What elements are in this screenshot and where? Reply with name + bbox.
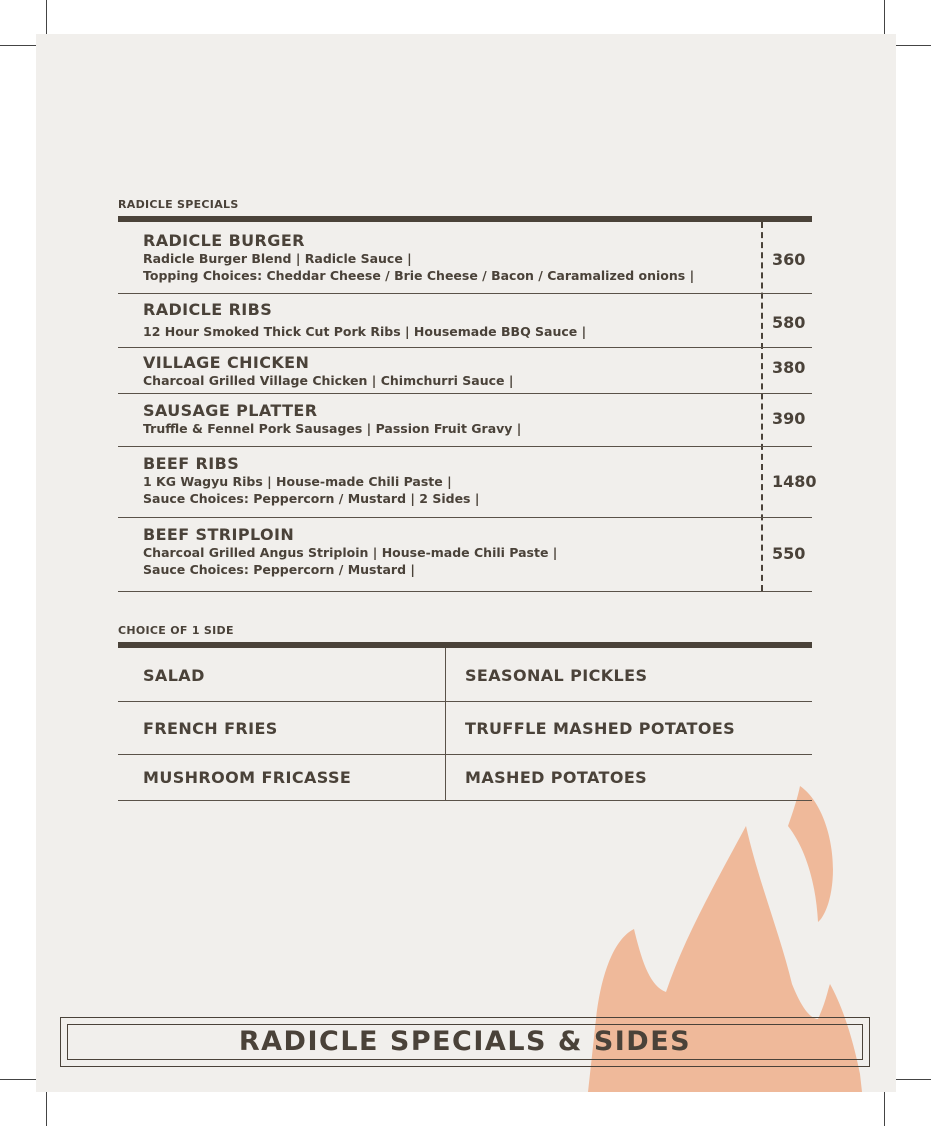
item-name: SAUSAGE PLATTER	[143, 401, 318, 420]
item-description: Truffle & Fennel Pork Sausages | Passion Fruit Gravy |	[143, 421, 522, 436]
item-name: RADICLE BURGER	[143, 231, 305, 250]
row-divider	[118, 591, 812, 592]
item-name: RADICLE RIBS	[143, 300, 273, 319]
specials-heading: RADICLE SPECIALS	[118, 198, 239, 211]
item-price: 360	[772, 250, 806, 269]
item-price: 1480	[772, 472, 817, 491]
side-option: MASHED POTATOES	[465, 768, 648, 787]
item-description: Sauce Choices: Peppercorn / Mustard | 2 Sides |	[143, 491, 480, 506]
item-description: Topping Choices: Cheddar Cheese / Brie Cheese / Bacon / Caramalized onions |	[143, 268, 695, 283]
crop-mark	[0, 1079, 36, 1080]
price-divider	[761, 222, 763, 591]
item-description: Charcoal Grilled Village Chicken | Chimchurri Sauce |	[143, 373, 514, 388]
row-divider	[118, 347, 812, 348]
item-name: BEEF STRIPLOIN	[143, 525, 295, 544]
crop-mark	[884, 1092, 885, 1126]
crop-mark	[46, 0, 47, 34]
row-divider	[118, 701, 812, 702]
item-description: Sauce Choices: Peppercorn / Mustard |	[143, 562, 415, 577]
sides-column-divider	[445, 648, 446, 801]
side-option: SEASONAL PICKLES	[465, 666, 648, 685]
heading-rule	[118, 216, 812, 222]
menu-item-beef-ribs	[143, 455, 743, 507]
menu-item-beef-striploin	[143, 526, 743, 578]
row-divider	[118, 754, 812, 755]
menu-item-radicle-burger	[143, 232, 743, 284]
side-option: TRUFFLE MASHED POTATOES	[465, 719, 736, 738]
row-divider	[118, 393, 812, 394]
row-divider	[118, 517, 812, 518]
menu-item-sausage-platter	[143, 402, 743, 437]
menu-item-village-chicken	[143, 354, 743, 389]
side-option: MUSHROOM FRICASSE	[143, 768, 352, 787]
item-name: VILLAGE CHICKEN	[143, 353, 310, 372]
side-option: FRENCH FRIES	[143, 719, 278, 738]
side-option: SALAD	[143, 666, 205, 685]
item-price: 380	[772, 358, 806, 377]
crop-mark	[896, 1079, 931, 1080]
crop-mark	[0, 45, 36, 46]
item-name: BEEF RIBS	[143, 454, 240, 473]
item-price: 390	[772, 409, 806, 428]
item-price: 550	[772, 544, 806, 563]
menu-item-radicle-ribs	[143, 301, 743, 340]
crop-mark	[884, 0, 885, 34]
page-title: RADICLE SPECIALS & SIDES	[238, 1026, 692, 1057]
crop-mark	[46, 1092, 47, 1126]
row-divider	[118, 293, 812, 294]
row-divider	[118, 800, 812, 801]
item-description: Charcoal Grilled Angus Striploin | House-made Chili Paste |	[143, 545, 558, 560]
row-divider	[118, 446, 812, 447]
item-price: 580	[772, 313, 806, 332]
menu-page	[36, 34, 896, 1092]
item-description: Radicle Burger Blend | Radicle Sauce |	[143, 251, 412, 266]
crop-mark	[896, 45, 931, 46]
item-description: 12 Hour Smoked Thick Cut Pork Ribs | Housemade BBQ Sauce |	[143, 324, 587, 339]
item-description: 1 KG Wagyu Ribs | House-made Chili Paste |	[143, 474, 452, 489]
sides-heading: CHOICE OF 1 SIDE	[118, 624, 234, 637]
heading-rule	[118, 642, 812, 648]
